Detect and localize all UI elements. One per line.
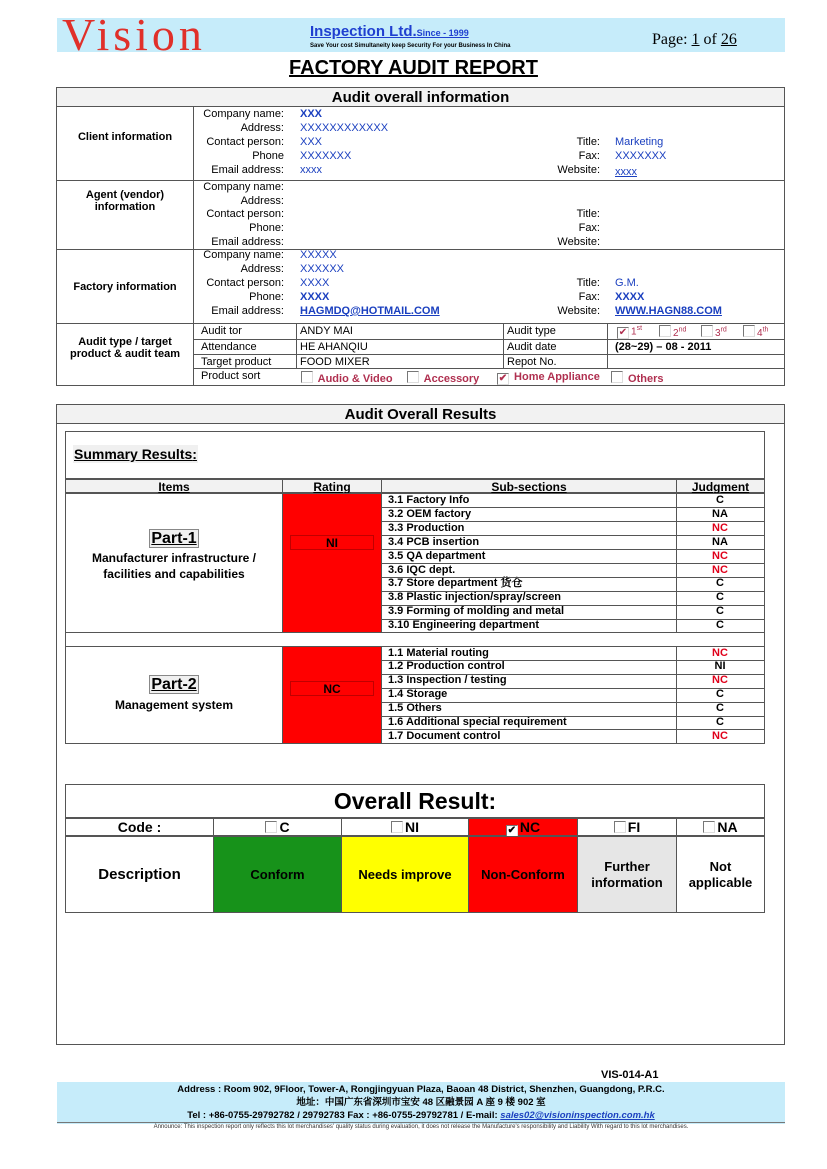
col-rating: Rating	[282, 479, 382, 493]
judgment-value: C	[716, 702, 724, 715]
factory-section-label: Factory information	[73, 280, 177, 293]
subsection-name: 3.10 Engineering department	[388, 619, 539, 632]
product-sort-option[interactable]: ✔ Home Appliance	[498, 371, 600, 384]
label: Audit tor	[201, 325, 242, 337]
checkbox[interactable]	[743, 325, 755, 337]
client-email: xxxx	[300, 164, 322, 176]
desc-na: Not applicable	[676, 836, 765, 913]
judgment-value: C	[716, 494, 724, 506]
judgment-value: NA	[712, 507, 728, 520]
company-name: Inspection Ltd.Since - 1999	[310, 23, 469, 40]
overall-result-title: Overall Result:	[65, 784, 765, 818]
row-divider	[381, 507, 765, 508]
row-divider	[381, 535, 765, 536]
row-divider	[381, 674, 765, 675]
row-divider	[381, 729, 765, 730]
label: Website:	[557, 236, 600, 248]
judgment-value: C	[716, 577, 724, 590]
checkbox[interactable]	[703, 821, 715, 833]
footer-address: Address : Room 902, 9Floor, Tower-A, Rongjingyuan Plaza, Baoan 48 District, Shenzhen, Guangdong, P.R.C.	[177, 1084, 665, 1095]
subsection-name: 1.1 Material routing	[388, 646, 489, 659]
checkbox[interactable]	[407, 371, 419, 383]
subsection-name: 1.5 Others	[388, 702, 442, 715]
checkbox[interactable]	[614, 821, 626, 833]
label: Company name:	[203, 181, 284, 193]
checkbox[interactable]	[301, 371, 313, 383]
factory-contact: XXXX	[300, 277, 330, 289]
row-divider	[381, 521, 765, 522]
label: Title:	[576, 136, 600, 148]
label: Address:	[240, 263, 284, 275]
label: Fax:	[578, 222, 600, 234]
judgment-value: NC	[712, 646, 728, 659]
summary-title: Summary Results:	[74, 446, 197, 462]
footer-contact: Tel : +86-0755-29792782 / 29792783 Fax : +86-0755-29792781 / E-mail: sales02@visioninspection.com.hk	[187, 1110, 655, 1121]
checked-checkbox[interactable]: ✔	[507, 825, 517, 836]
description-label: Description	[65, 836, 214, 913]
factory-website-link[interactable]: WWW.HAGN88.COM	[615, 305, 722, 317]
checked-checkbox[interactable]: ✔	[618, 327, 628, 339]
client-section-label: Client information	[77, 131, 173, 143]
code-nc: ✔ NC	[468, 818, 578, 836]
audit-info-heading: Audit overall information	[56, 87, 785, 107]
judgment-value: NC	[712, 729, 728, 742]
factory-phone: XXXX	[300, 291, 330, 303]
subsection-name: 3.3 Production	[388, 521, 465, 534]
subsection-name: 3.5 QA department	[388, 549, 486, 562]
row-divider	[381, 605, 765, 606]
factory-email-link[interactable]: HAGMDQ@HOTMAIL.COM	[300, 305, 440, 317]
subsection-name: 1.3 Inspection / testing	[388, 674, 507, 687]
code-fi: FI	[577, 818, 677, 836]
subsection-name: 3.9 Forming of molding and metal	[388, 605, 565, 618]
label: Audit date	[507, 341, 557, 353]
subsection-name: 3.4 PCB insertion	[388, 535, 480, 548]
auditor-name: ANDY MAI	[300, 325, 353, 337]
vision-logo: Vision	[62, 9, 206, 60]
label: Address:	[240, 195, 284, 207]
code-c: C	[213, 818, 342, 836]
label: Fax:	[578, 150, 600, 162]
label: Target product	[201, 356, 272, 368]
part2-title: Part-2	[151, 676, 197, 693]
label: Phone	[252, 150, 284, 162]
judgment-value: NA	[712, 535, 728, 548]
judgment-value: C	[716, 716, 724, 728]
label: Company name:	[203, 108, 284, 120]
label: Title:	[576, 277, 600, 289]
row-divider	[381, 549, 765, 550]
judgment-value: NC	[712, 521, 728, 534]
product-sort-option[interactable]: Accessory	[407, 371, 479, 385]
desc-nc: Non-Conform	[468, 836, 578, 913]
client-fax: XXXXXXX	[615, 150, 667, 162]
row-divider	[381, 702, 765, 703]
footer-announce: Announce: This inspection report only reflects this lot merchandises' quality status during evaluation, it does not release the Manufacture's responsibility and Liability With regard to this lot merchandises.	[57, 1122, 785, 1130]
label: Email address:	[211, 236, 284, 248]
agent-section-label: Agent (vendor) information	[85, 189, 165, 213]
label: Phone:	[249, 222, 284, 234]
client-website-link[interactable]: xxxx	[615, 166, 637, 178]
judgment-value: NI	[714, 660, 726, 673]
since-text: Since - 1999	[416, 28, 469, 38]
report-title: FACTORY AUDIT REPORT	[289, 57, 538, 79]
subsection-name: 3.6 IQC dept.	[388, 563, 456, 576]
footer-email-link[interactable]: sales02@visioninspection.com.hk	[500, 1110, 655, 1121]
product-sort-option[interactable]: Audio & Video	[301, 371, 393, 385]
factory-title: G.M.	[615, 277, 639, 289]
label: Title:	[576, 208, 600, 220]
label: Website:	[557, 305, 600, 317]
label: Contact person:	[206, 208, 284, 220]
factory-fax: XXXX	[615, 291, 645, 303]
label: Email address:	[211, 305, 284, 317]
subsection-name: 1.4 Storage	[388, 688, 448, 701]
audit-team-section-label: Audit type / target product & audit team	[69, 336, 180, 360]
subsection-name: 1.2 Production control	[388, 660, 505, 673]
col-judgment: Judgment	[676, 479, 765, 493]
factory-address: XXXXXX	[300, 263, 345, 275]
label: Phone:	[249, 291, 284, 303]
label: Product sort	[201, 370, 261, 382]
judgment-value: C	[716, 619, 724, 632]
checkbox[interactable]	[659, 325, 671, 337]
audit-date: (28~29) – 08 - 2011	[615, 341, 712, 353]
part1-description: Manufacturer infrastructure / facilities and capabilities	[91, 551, 257, 581]
label: Repot No.	[507, 356, 557, 368]
row-divider	[381, 563, 765, 564]
factory-company: XXXXX	[300, 249, 337, 261]
document-code: VIS-014-A1	[601, 1069, 659, 1081]
client-title: Marketing	[615, 136, 664, 148]
row-divider	[381, 577, 765, 578]
label: Attendance	[201, 341, 257, 353]
row-divider	[381, 716, 765, 717]
subsection-name: 1.6 Additional special requirement	[388, 716, 567, 728]
label: Audit type	[507, 325, 556, 337]
subsection-name: 1.7 Document control	[388, 729, 501, 742]
col-items: Items	[65, 479, 283, 493]
part2-description: Management system	[114, 698, 234, 712]
audit-type-option[interactable]: 2nd	[659, 325, 686, 339]
judgment-value: NC	[712, 674, 728, 687]
code-label: Code :	[65, 818, 214, 836]
desc-c: Conform	[213, 836, 342, 913]
label: Email address:	[211, 164, 284, 176]
label: Address:	[240, 122, 284, 134]
results-heading: Audit Overall Results	[56, 404, 785, 424]
audit-type-option[interactable]: 3rd	[701, 325, 727, 339]
label: Fax:	[578, 291, 600, 303]
checkbox[interactable]	[701, 325, 713, 337]
code-ni: NI	[341, 818, 469, 836]
row-divider	[381, 591, 765, 592]
desc-ni: Needs improve	[341, 836, 469, 913]
label: Contact person:	[206, 136, 284, 148]
col-subsections: Sub-sections	[381, 479, 677, 493]
judgment-value: NC	[712, 563, 728, 576]
audit-type-option[interactable]: 4th	[743, 325, 768, 339]
target-product: FOOD MIXER	[300, 356, 370, 368]
row-divider	[381, 688, 765, 689]
subsection-name: 3.7 Store department 货仓	[388, 577, 523, 590]
checkbox[interactable]	[265, 821, 277, 833]
judgment-value: C	[716, 591, 724, 604]
judgment-value: C	[716, 688, 724, 701]
part1-title: Part-1	[151, 530, 197, 547]
part2-rating: NC	[323, 682, 341, 696]
label: Company name:	[203, 249, 284, 261]
client-contact: XXX	[300, 136, 323, 148]
page-number: Page: 1 of 26	[652, 31, 737, 48]
subsection-name: 3.8 Plastic injection/spray/screen	[388, 591, 562, 604]
client-company: XXX	[300, 108, 323, 120]
client-address: XXXXXXXXXXXX	[300, 122, 389, 134]
subsection-name: 3.1 Factory Info	[388, 494, 470, 506]
client-phone: XXXXXXX	[300, 150, 352, 162]
product-sort-option[interactable]: Others	[611, 371, 664, 385]
desc-fi: Further information	[577, 836, 677, 913]
spacer-row	[65, 632, 765, 647]
judgment-value: C	[716, 605, 724, 618]
subsection-name: 3.2 OEM factory	[388, 507, 472, 520]
part1-rating: NI	[326, 536, 338, 550]
row-divider	[381, 619, 765, 620]
judgment-value: NC	[712, 549, 728, 562]
checked-checkbox[interactable]: ✔	[498, 373, 508, 384]
label: Contact person:	[206, 277, 284, 289]
attendance-name: HE AHANQIU	[300, 341, 368, 353]
company-slogan: Save Your cost Simultaneity keep Security For your Business In China	[310, 43, 511, 49]
row-divider	[381, 660, 765, 661]
footer-address-cn: 地址：中国广东省深圳市宝安 48 区融景园 A 座 9 楼 902 室	[296, 1097, 546, 1108]
checkbox[interactable]	[391, 821, 403, 833]
label: Website:	[557, 164, 600, 176]
checkbox[interactable]	[611, 371, 623, 383]
part1-rating-fill	[283, 494, 381, 632]
code-na: NA	[676, 818, 765, 836]
audit-type-option[interactable]: ✔ 1st	[618, 325, 643, 339]
